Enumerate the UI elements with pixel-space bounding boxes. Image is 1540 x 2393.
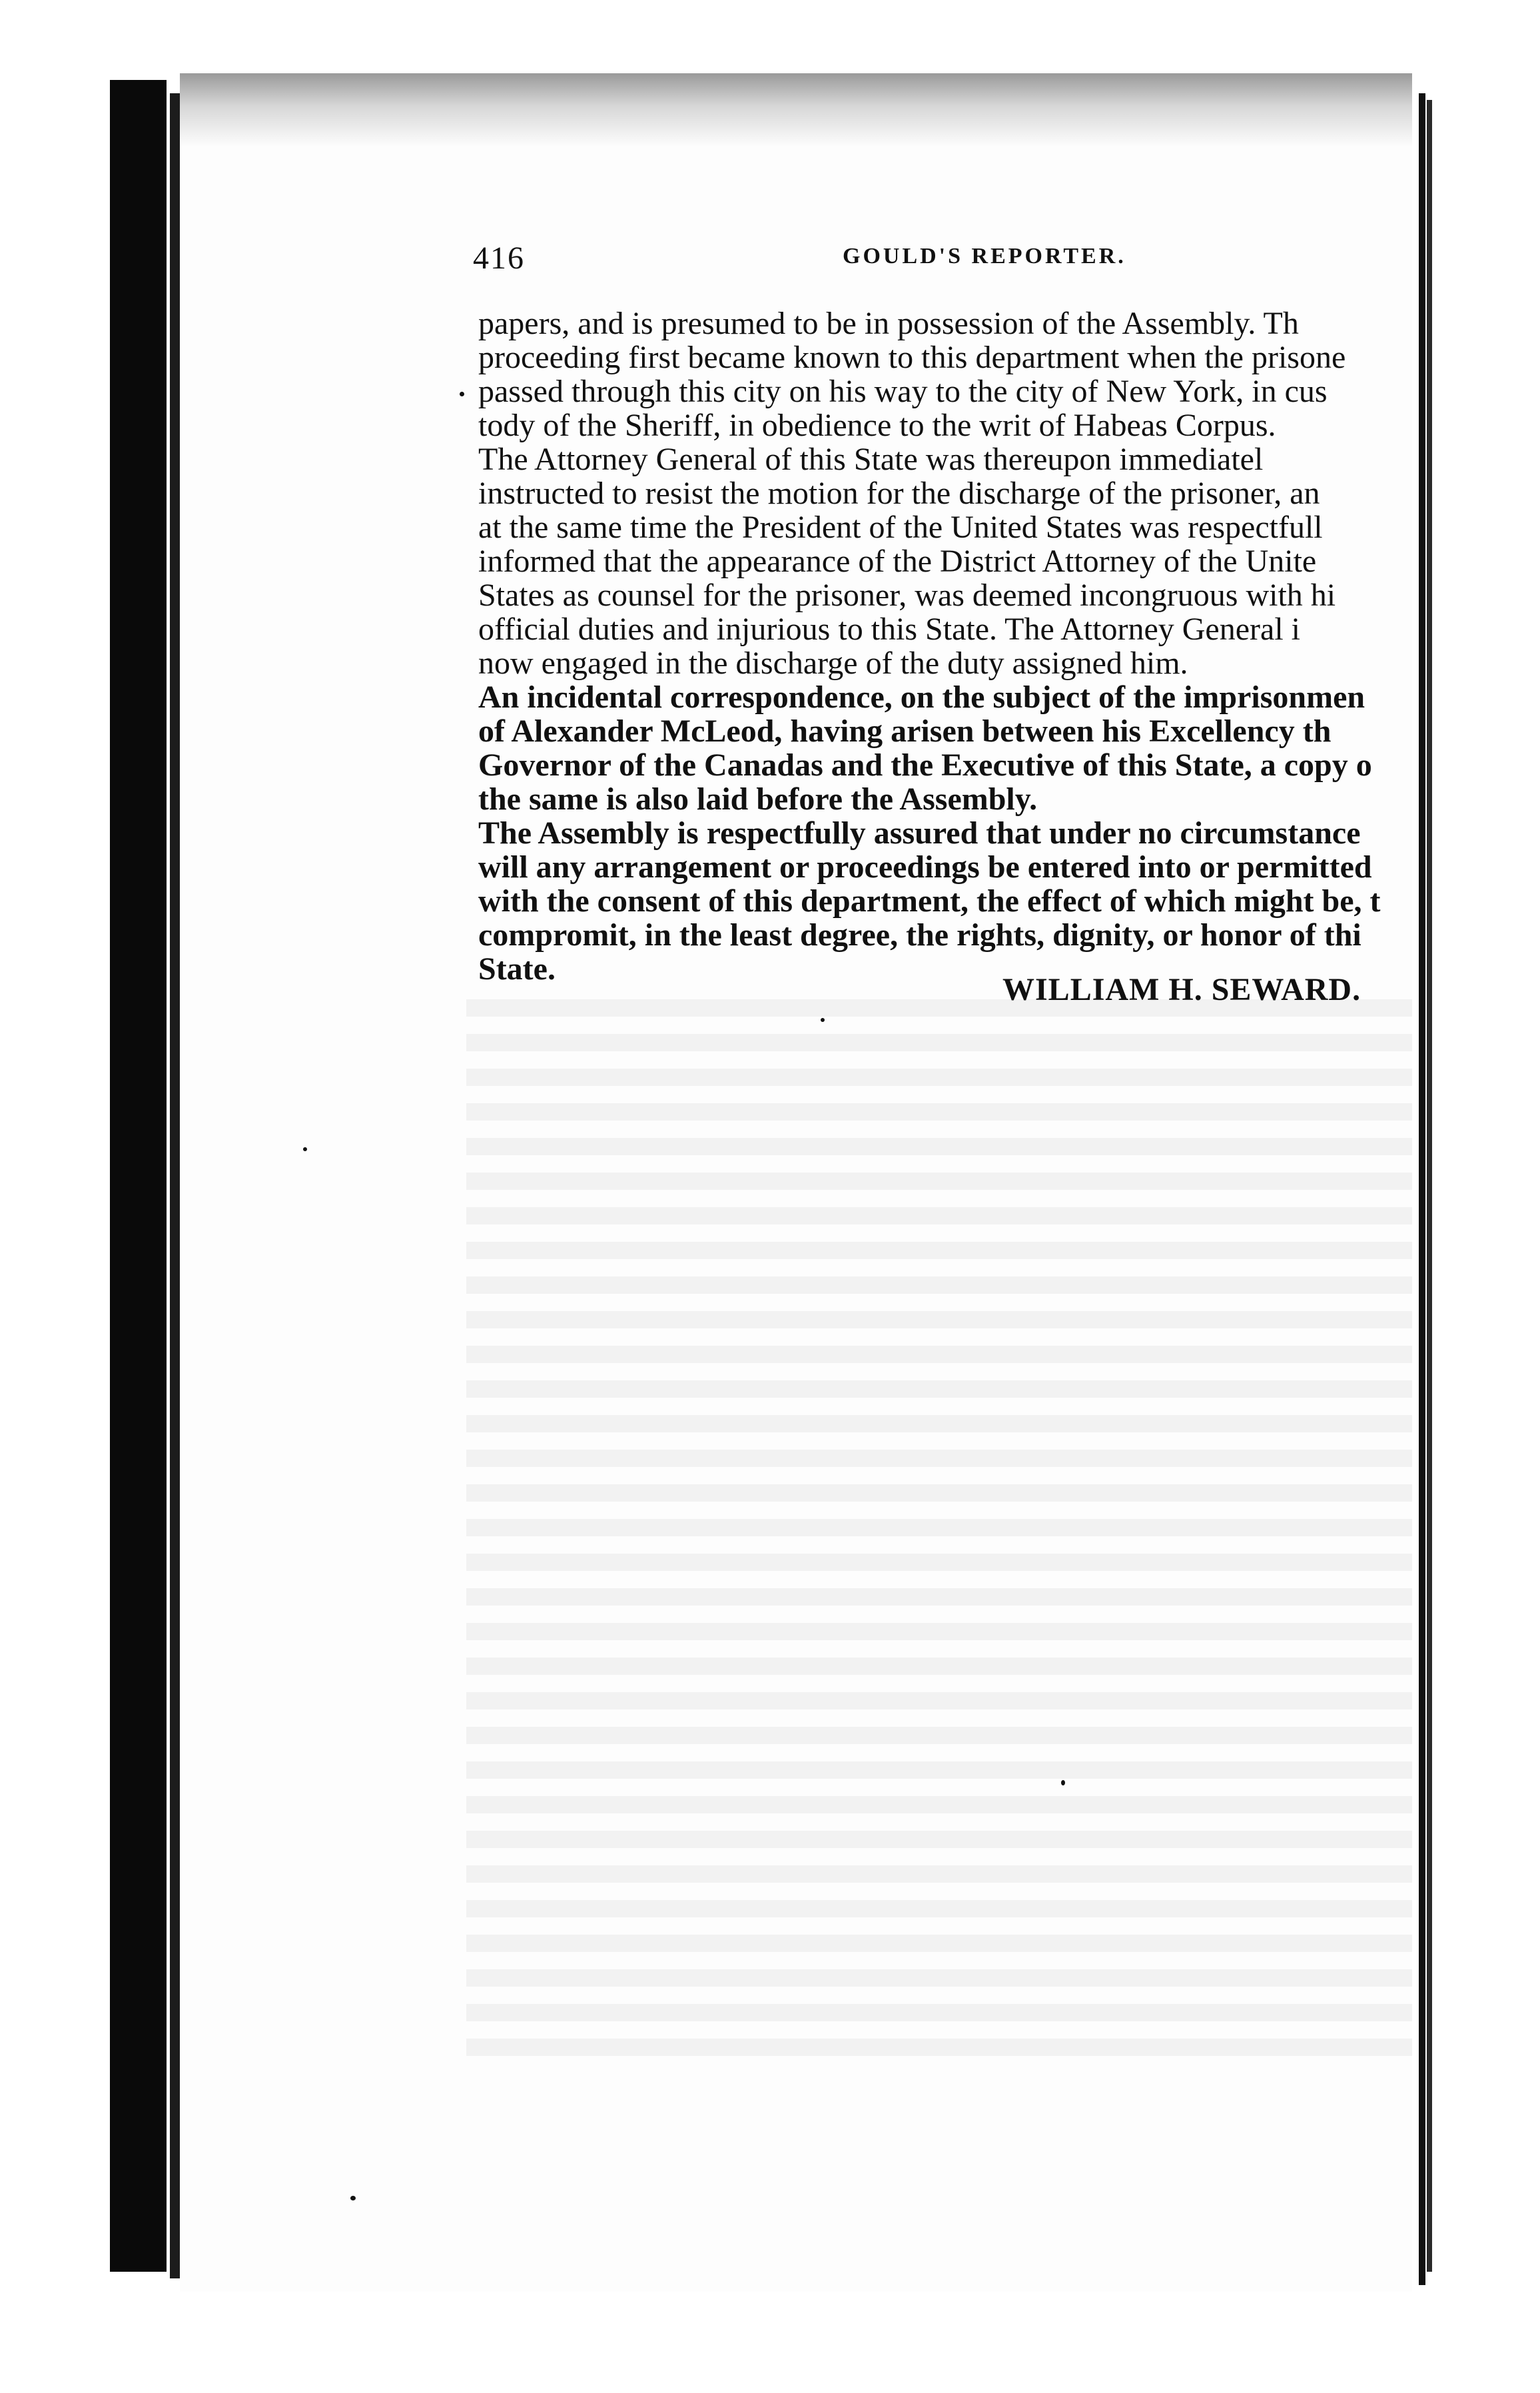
text-line: compromit, in the least degree, the rights, dignity, or honor of thi <box>478 918 1361 952</box>
text-line: informed that the appearance of the District Attorney of the Unite <box>478 544 1317 578</box>
text-line: Governor of the Canadas and the Executive of this State, a copy o <box>478 748 1372 782</box>
text-line: official duties and injurious to this State. The Attorney General i <box>478 612 1300 646</box>
text-line: the same is also laid before the Assembly. <box>478 782 1038 816</box>
paragraph-2 <box>478 442 1424 680</box>
text-line: proceeding first became known to this department when the prisone <box>478 340 1346 374</box>
page-header <box>473 240 1419 280</box>
paragraph-3 <box>478 680 1424 986</box>
ink-speck <box>350 2196 356 2200</box>
scan-top-smudge <box>180 73 1412 147</box>
body-text <box>478 306 1424 986</box>
scan-margin-right <box>1425 93 1540 2285</box>
text-line: passed through this city on his way to the city of New York, in cus <box>478 374 1328 408</box>
ink-speck <box>460 392 464 396</box>
paragraph-1 <box>478 306 1424 442</box>
ink-speck <box>821 1018 825 1022</box>
text-line: of Alexander McLeod, having arisen between his Excellency th <box>478 714 1332 748</box>
text-line: will any arrangement or proceedings be entered into or permitted <box>478 850 1372 884</box>
scan-binding-shadow <box>110 80 167 2272</box>
ink-speck <box>303 1147 307 1151</box>
text-line: The Assembly is respectfully assured that under no circumstance <box>478 816 1361 850</box>
text-line: papers, and is presumed to be in possession of the Assembly. Th <box>478 306 1299 340</box>
ink-speck <box>1061 1780 1065 1785</box>
text-line: State. <box>478 952 556 986</box>
bleed-through-text <box>466 999 1412 2065</box>
text-line: instructed to resist the motion for the discharge of the prisoner, an <box>478 476 1320 510</box>
text-line: with the consent of this department, the effect of which might be, t <box>478 884 1381 918</box>
text-line: An incidental correspondence, on the subject of the imprisonmen <box>478 680 1365 714</box>
text-line: at the same time the President of the United States was respectfull <box>478 510 1323 544</box>
text-line: now engaged in the discharge of the duty assigned him. <box>478 646 1188 680</box>
text-line: States as counsel for the prisoner, was deemed incongruous with hi <box>478 578 1336 612</box>
text-line: The Attorney General of this State was thereupon immediatel <box>478 442 1264 476</box>
page-number: 416 <box>473 240 525 276</box>
text-line: tody of the Sheriff, in obedience to the writ of Habeas Corpus. <box>478 408 1276 442</box>
signature: WILLIAM H. SEWARD. <box>1002 972 1361 1007</box>
running-head: GOULD'S REPORTER. <box>843 244 1126 268</box>
scan-right-shadow <box>1427 100 1432 2272</box>
